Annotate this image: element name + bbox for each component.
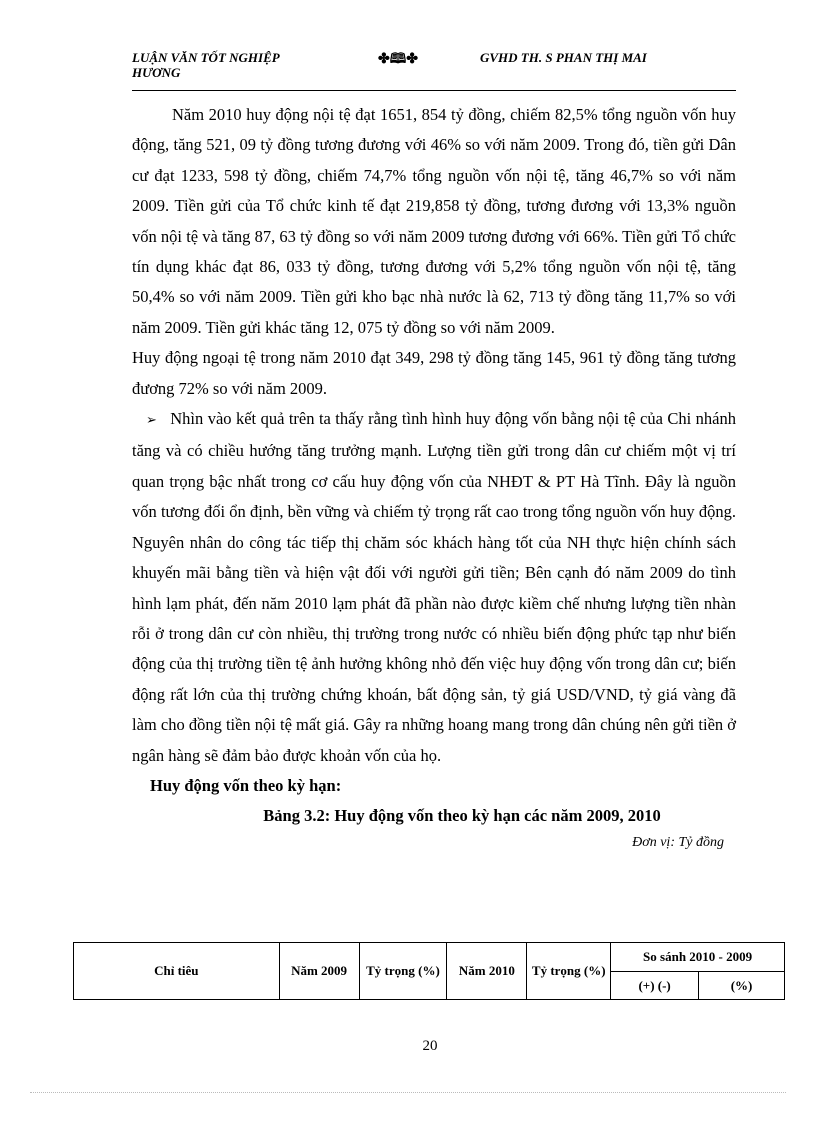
header-chi-tieu: Chỉ tiêu [74,943,280,1000]
header-diff-pct: (%) [699,972,785,1000]
page-number: 20 [422,1038,438,1054]
paragraph-foreign-currency: Huy động ngoại tệ trong năm 2010 đạt 349, 298 tỷ đồng tăng 145, 961 tỷ đồng tăng tương đương 72% so với năm 2009. [132,348,736,398]
header-diff-abs: (+) (-) [611,972,699,1000]
header-year-2010: Năm 2010 [447,943,527,1000]
header-year-2009: Năm 2009 [279,943,359,1000]
page-header [132,48,692,88]
header-comparison: So sánh 2010 - 2009 [611,943,785,972]
book-ornament-icon: ✤🕮✤ [378,52,418,67]
section-heading: Huy động vốn theo kỳ hạn: [150,775,342,795]
header-thesis-title: LUẬN VĂN TỐT NGHIỆP HƯƠNG [132,50,280,80]
footer-divider [30,1092,786,1093]
paragraph-domestic-currency: Năm 2010 huy động nội tệ đạt 1651, 854 tỷ đồng, chiếm 82,5% tổng nguồn vốn huy động, tăng 521, 09 tỷ đồng tương đương với 46% so với năm 2009. Trong đó, tiền gửi Dân cư đạt 1233, 598 tỷ đồng, chiếm 74,7% tổng nguồn vốn nội tệ, tăng 46,7% so với năm 2009. Tiền gửi của Tổ chức kinh tế đạt 219,858 tỷ đồng, tương đương với 13,3% nguồn vốn nội tệ và tăng 87, 63 tỷ đồng so với năm 2009 tương đương với 66%. Tiền gửi Tổ chức tín dụng khác đạt 86, 033 tỷ đồng, tương đương với 5,2% tổng nguồn vốn nội tệ, tăng 50,4% so với năm 2009. Tiền gửi kho bạc nhà nước là 62, 713 tỷ đồng tăng 11,7% so với năm 2009. Tiền gửi khác tăng 12, 075 tỷ đồng so với năm 2009. [132,105,736,337]
header-supervisor: GVHD TH. S PHAN THỊ MAI [480,50,647,65]
document-body [132,100,736,854]
header-divider [132,90,736,91]
paragraph-analysis-text: Nhìn vào kết quả trên ta thấy rằng tình hình huy động vốn bằng nội tệ của Chi nhánh tăng và có chiều hướng tăng trưởng mạnh. Lượng tiền gửi trong dân cư chiếm một vị trí quan trọng bậc nhất trong cơ cấu huy động vốn của NHĐT & PT Hà Tĩnh. Đây là nguồn vốn tương đối ổn định, bền vững và chiếm tỷ trọng rất cao trong tổng nguồn vốn huy động. Nguyên nhân do công tác tiếp thị chăm sóc khách hàng tốt của NH thực hiện chính sách khuyến mãi bằng tiền và hiện vật đối với người gửi tiền; Bên cạnh đó năm 2009 do tình hình lạm phát, đến năm 2010 lạm phát đã phần nào được kiềm chế nhưng lượng tiền nhàn rỗi ở trong dân cư còn nhiều, thị trường trong nước có nhiều biến động phức tạp như biến động của thị trường tiền tệ ảnh hưởng không nhỏ đến việc huy động vốn trong dân cư; biến động rất lớn của thị trường chứng khoán, bất động sản, tỷ giá USD/VND, tỷ giá vàng đã làm cho đồng tiền nội tệ mất giá. Gây ra những hoang mang trong dân chúng nên gửi tiền ở ngân hàng sẽ đảm bảo được khoản vốn của họ. [132,409,737,765]
deposit-term-table [73,942,785,1000]
header-share-2009: Tỷ trọng (%) [359,943,447,1000]
header-share-2010: Tỷ trọng (%) [527,943,611,1000]
arrow-bullet-icon: ➢ [146,413,157,429]
paragraph-analysis [132,404,736,771]
unit-label: Đơn vị: Tỷ đồng [632,834,724,850]
table-title: Bảng 3.2: Huy động vốn theo kỳ hạn các năm 2009, 2010 [263,806,661,826]
